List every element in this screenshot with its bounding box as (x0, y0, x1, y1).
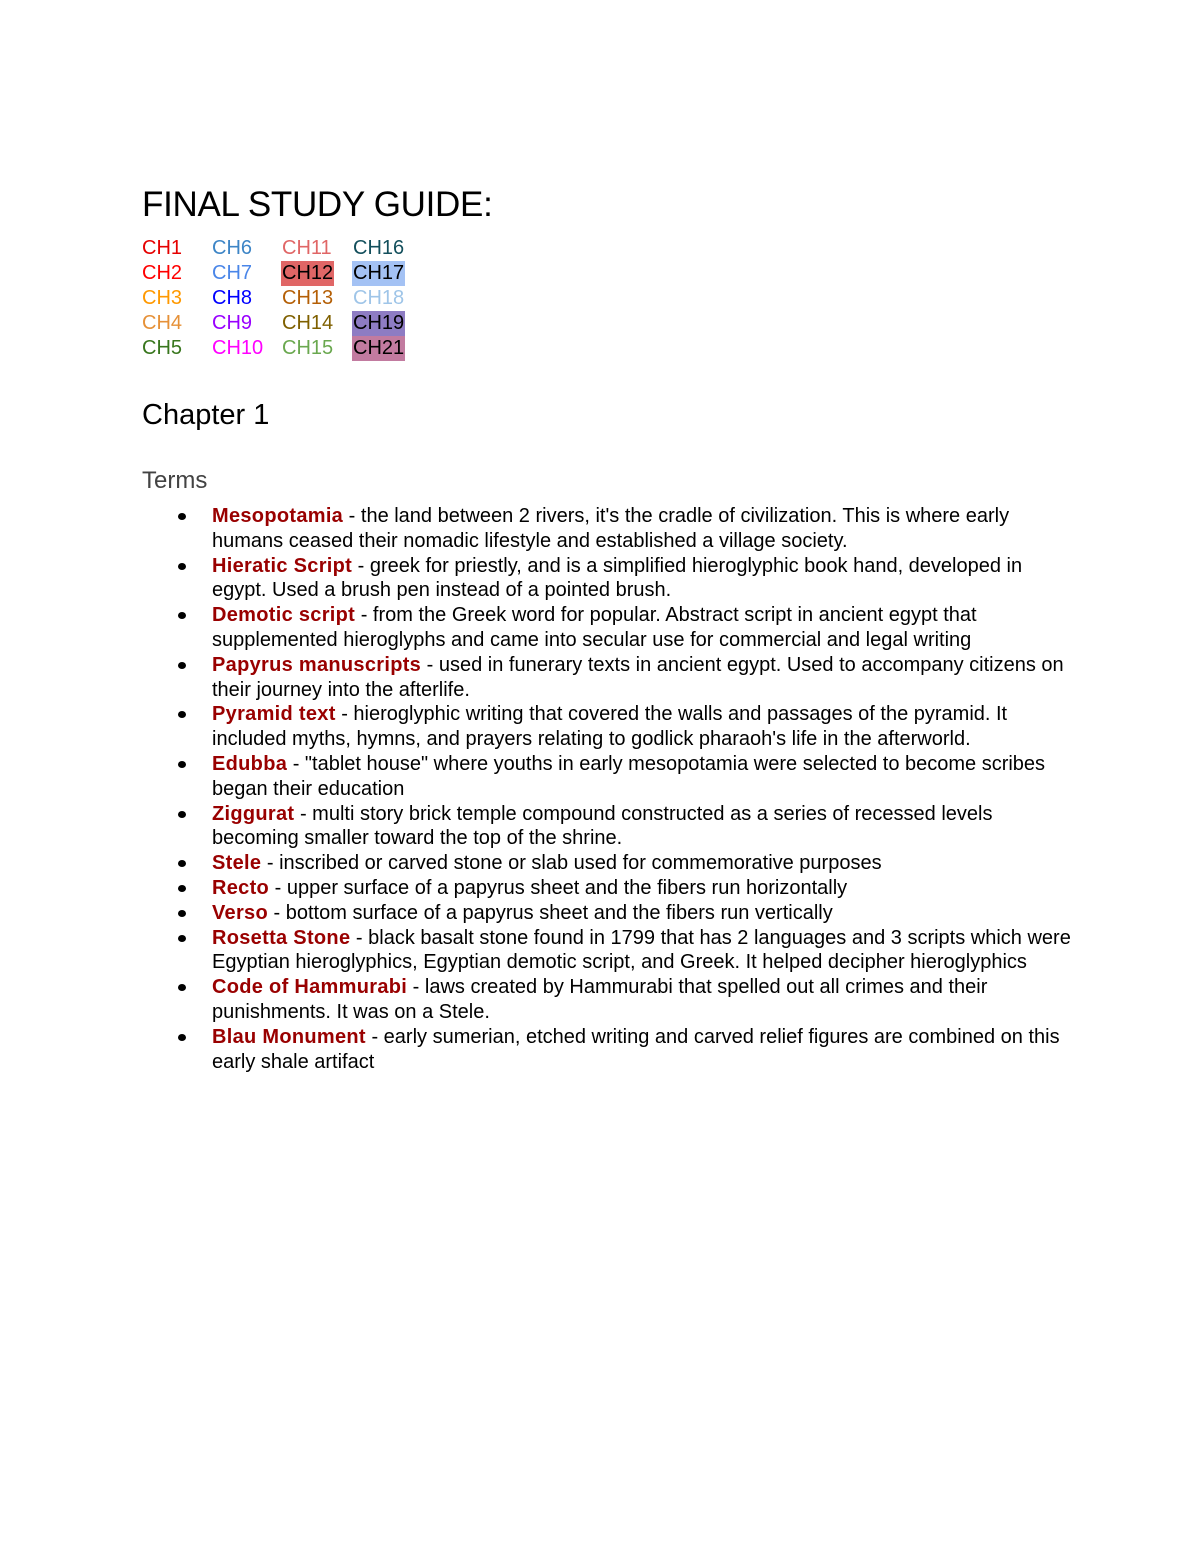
chapter-key-label: CH17 (353, 262, 405, 284)
chapter-key-label: CH10 (212, 337, 264, 359)
term-name: Stele (212, 852, 262, 875)
term-list-item (142, 554, 1072, 604)
chapter-key-label: CH11 (282, 237, 332, 259)
bullet-icon (178, 910, 186, 917)
term-list-item (142, 851, 1072, 876)
chapter-key-item (282, 261, 353, 286)
term-list-item (142, 975, 1072, 1025)
chapter-key-item (282, 236, 353, 261)
bullet-icon (178, 761, 186, 768)
chapter-key-label: CH5 (142, 337, 183, 359)
bullet-icon (178, 563, 186, 570)
chapter-key-item (142, 286, 212, 311)
chapter-key-item (282, 311, 353, 336)
term-definition: - black basalt stone found in 1799 that has 2 languages and 3 scripts which were Egyptian hieroglyphics, Egyptian demotic script, and Greek. It helped decipher hieroglyphics (212, 926, 1071, 974)
term-definition: - used in funerary texts in ancient egypt. Used to accompany citizens on their journey into the afterlife. (212, 653, 1064, 701)
chapter-key-label: CH9 (212, 312, 253, 334)
chapter-key-label: CH15 (282, 337, 334, 359)
bullet-icon (178, 513, 186, 520)
chapter-color-key (142, 236, 423, 361)
term-name: Ziggurat (212, 802, 295, 825)
chapter-key-label: CH19 (353, 312, 405, 334)
term-definition: - greek for priestly, and is a simplified hieroglyphic book hand, developed in egypt. Used a brush pen instead of a pointed brush. (212, 554, 1023, 602)
section-heading: Terms (142, 467, 208, 494)
chapter-key-label: CH3 (142, 287, 183, 309)
chapter-key-item (353, 261, 423, 286)
chapter-key-item (212, 236, 282, 261)
document-title: FINAL STUDY GUIDE: (142, 185, 493, 224)
chapter-key-label: CH13 (282, 287, 334, 309)
term-name: Mesopotamia (212, 505, 344, 527)
term-definition: - hieroglyphic writing that covered the walls and passages of the pyramid. It included myths, hymns, and prayers relating to godlick pharaoh's life in the afterworld. (212, 703, 1008, 751)
chapter-key-label: CH12 (282, 262, 334, 284)
term-name: Rosetta Stone (212, 926, 351, 949)
chapter-key-label: CH21 (353, 337, 405, 359)
chapter-key-item (353, 236, 423, 261)
bullet-icon (178, 711, 186, 718)
chapter-key-label: CH6 (212, 237, 253, 259)
chapter-key-item (212, 311, 282, 336)
term-list-item (142, 603, 1072, 653)
terms-list (142, 504, 1072, 1074)
term-list-item (142, 504, 1072, 554)
chapter-key-label: CH14 (282, 312, 334, 334)
chapter-key-label: CH2 (142, 262, 183, 284)
chapter-key-item (142, 336, 212, 361)
chapter-key-item (212, 286, 282, 311)
term-name: Demotic script (212, 604, 356, 627)
term-definition: - laws created by Hammurabi that spelled out all crimes and their punishments. It was on a Stele. (212, 976, 988, 1023)
chapter-key-item (282, 286, 353, 311)
bullet-icon (178, 612, 186, 619)
chapter-key-label: CH1 (142, 237, 183, 259)
term-definition: - the land between 2 rivers, it's the cradle of civilization. This is where early humans ceased their nomadic lifestyle and established a village society. (212, 505, 1010, 552)
bullet-icon (178, 811, 186, 818)
chapter-key-item (142, 311, 212, 336)
term-list-item (142, 802, 1072, 852)
bullet-icon (178, 885, 186, 892)
chapter-heading: Chapter 1 (142, 399, 270, 431)
chapter-key-item (353, 336, 423, 361)
term-name: Edubba (212, 752, 288, 775)
term-list-item (142, 926, 1072, 976)
chapter-key-item (282, 336, 353, 361)
term-name: Blau Monument (212, 1025, 366, 1048)
term-list-item (142, 901, 1072, 926)
bullet-icon (178, 1034, 186, 1041)
chapter-key-item (142, 236, 212, 261)
chapter-key-item (353, 286, 423, 311)
term-list-item (142, 702, 1072, 752)
term-name: Recto (212, 876, 270, 899)
chapter-key-label: CH8 (212, 287, 253, 309)
term-list-item (142, 1025, 1072, 1075)
term-name: Papyrus manuscripts (212, 653, 422, 676)
bullet-icon (178, 662, 186, 669)
bullet-icon (178, 984, 186, 991)
chapter-key-item (212, 336, 282, 361)
term-definition: - "tablet house" where youths in early mesopotamia were selected to become scribes began their education (212, 752, 1046, 800)
term-list-item (142, 653, 1072, 703)
chapter-key-label: CH7 (212, 262, 253, 284)
term-name: Code of Hammurabi (212, 976, 408, 999)
chapter-key-label: CH16 (353, 237, 405, 259)
term-definition: - bottom surface of a papyrus sheet and the fibers run vertically (267, 901, 833, 924)
term-list-item (142, 876, 1072, 901)
term-definition: - from the Greek word for popular. Abstract script in ancient egypt that supplemented hieroglyphs and came into secular use for commercial and legal writing (212, 604, 977, 651)
term-definition: - early sumerian, etched writing and carved relief figures are combined on this early shale artifact (212, 1025, 1060, 1073)
term-name: Verso (212, 901, 268, 924)
chapter-key-item (142, 261, 212, 286)
term-list-item (142, 752, 1072, 802)
term-definition: - inscribed or carved stone or slab used for commemorative purposes (261, 852, 882, 875)
chapter-key-label: CH18 (353, 287, 405, 309)
chapter-key-label: CH4 (142, 312, 183, 334)
term-name: Hieratic Script (212, 554, 353, 577)
bullet-icon (178, 860, 186, 867)
chapter-key-item (353, 311, 423, 336)
term-definition: - multi story brick temple compound constructed as a series of recessed levels becoming smaller toward the top of the shrine. (212, 802, 993, 850)
term-name: Pyramid text (212, 703, 336, 726)
term-definition: - upper surface of a papyrus sheet and the fibers run horizontally (269, 876, 848, 899)
chapter-key-item (212, 261, 282, 286)
bullet-icon (178, 935, 186, 942)
